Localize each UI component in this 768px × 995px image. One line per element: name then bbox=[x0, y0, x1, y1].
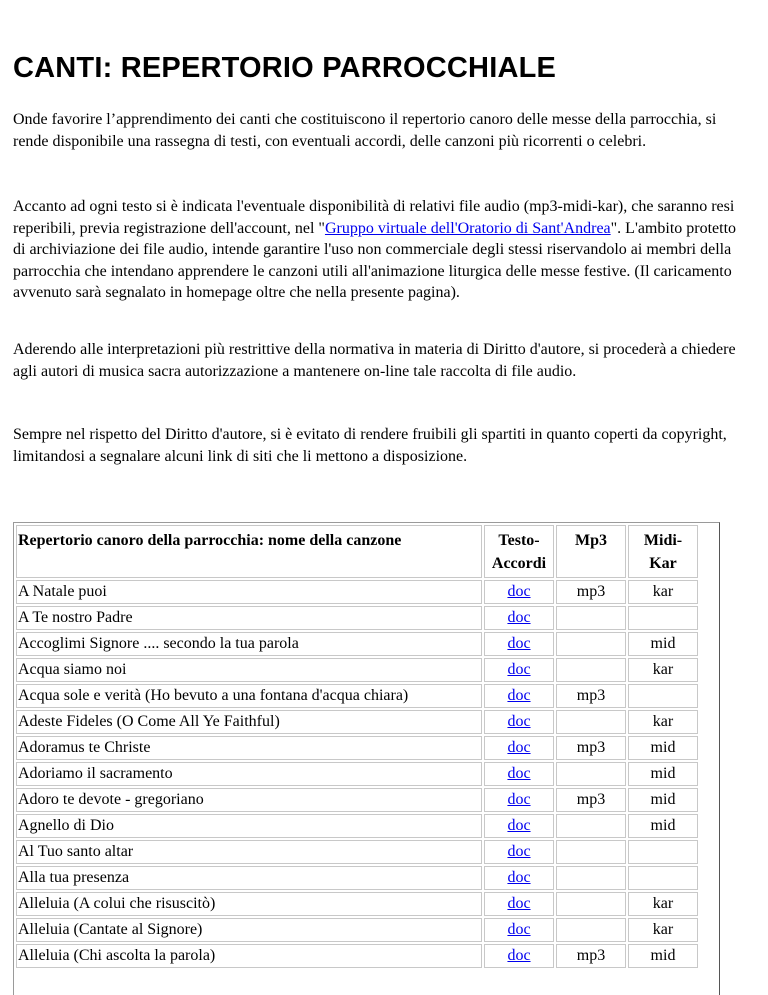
doc-link[interactable]: doc bbox=[507, 609, 531, 626]
doc-cell bbox=[484, 736, 554, 760]
doc-link[interactable]: doc bbox=[507, 869, 531, 886]
table-row bbox=[16, 606, 698, 630]
doc-cell bbox=[484, 762, 554, 786]
table-row bbox=[16, 684, 698, 708]
doc-link[interactable]: doc bbox=[507, 635, 531, 652]
table-row bbox=[16, 632, 698, 656]
doc-link[interactable]: doc bbox=[507, 687, 531, 704]
songs-table-container bbox=[13, 522, 720, 995]
song-name: Alleluia (Cantate al Signore) bbox=[16, 918, 482, 942]
song-name: Alleluia (A colui che risuscitò) bbox=[16, 892, 482, 916]
song-name: A Te nostro Padre bbox=[16, 606, 482, 630]
doc-link[interactable]: doc bbox=[507, 765, 531, 782]
table-header-row bbox=[16, 525, 698, 578]
doc-link[interactable]: doc bbox=[507, 947, 531, 964]
table-row bbox=[16, 866, 698, 890]
song-name: Acqua siamo noi bbox=[16, 658, 482, 682]
doc-link[interactable]: doc bbox=[507, 791, 531, 808]
midi-kar-cell bbox=[628, 866, 698, 890]
intro-paragraph-1: Onde favorire l’apprendimento dei canti che costituiscono il repertorio canoro delle messe della parrocchia, si rende disponibile una rassegna di testi, con eventuali accordi, delle canzoni più ricorrenti o celebri. bbox=[13, 111, 717, 150]
midi-kar-cell: kar bbox=[628, 658, 698, 682]
doc-link[interactable]: doc bbox=[507, 843, 531, 860]
song-name: Adeste Fideles (O Come All Ye Faithful) bbox=[16, 710, 482, 734]
mp3-cell bbox=[556, 632, 626, 656]
doc-cell bbox=[484, 658, 554, 682]
table-row bbox=[16, 762, 698, 786]
doc-link[interactable]: doc bbox=[507, 895, 531, 912]
song-name: Adoro te devote - gregoriano bbox=[16, 788, 482, 812]
mp3-cell bbox=[556, 918, 626, 942]
page-title: CANTI: REPERTORIO PARROCCHIALE bbox=[13, 52, 557, 84]
header-song-name: Repertorio canoro della parrocchia: nome della canzone bbox=[16, 525, 482, 578]
mp3-cell bbox=[556, 658, 626, 682]
midi-kar-cell: kar bbox=[628, 710, 698, 734]
table-row bbox=[16, 788, 698, 812]
midi-kar-cell: mid bbox=[628, 632, 698, 656]
song-name: Al Tuo santo altar bbox=[16, 840, 482, 864]
header-mp3: Mp3 bbox=[556, 525, 626, 578]
doc-link[interactable]: doc bbox=[507, 583, 531, 600]
header-lyrics-chords: Testo- Accordi bbox=[484, 525, 554, 578]
intro-paragraph-2-text-before: Accanto ad ogni testo si è indicata l'eventuale disponibilità di relativi file audio (mp3-midi-kar), che saranno resi reperibili, previa registrazione dell'account, nel " bbox=[13, 198, 735, 237]
midi-kar-cell: kar bbox=[628, 918, 698, 942]
mp3-cell: mp3 bbox=[556, 580, 626, 604]
midi-kar-cell: mid bbox=[628, 944, 698, 968]
song-name: Alleluia (Chi ascolta la parola) bbox=[16, 944, 482, 968]
mp3-cell: mp3 bbox=[556, 788, 626, 812]
mp3-cell bbox=[556, 606, 626, 630]
doc-cell bbox=[484, 866, 554, 890]
table-row bbox=[16, 814, 698, 838]
midi-kar-cell: mid bbox=[628, 762, 698, 786]
midi-kar-cell bbox=[628, 840, 698, 864]
intro-paragraph-2 bbox=[13, 196, 748, 304]
song-name: Acqua sole e verità (Ho bevuto a una fontana d'acqua chiara) bbox=[16, 684, 482, 708]
doc-cell bbox=[484, 632, 554, 656]
mp3-cell: mp3 bbox=[556, 736, 626, 760]
song-name: Alla tua presenza bbox=[16, 866, 482, 890]
midi-kar-cell bbox=[628, 684, 698, 708]
doc-cell bbox=[484, 814, 554, 838]
intro-paragraph-2-text-after: ". L'ambito protetto di archiviazione dei file audio, intende garantire l'uso non commerciale degli stessi riservandolo ai membri della parrocchia che intendano apprendere le canzoni utili all'animazione liturgica delle messe festive. (Il caricamento avvenuto sarà segnalato in homepage oltre che nella presente pagina). bbox=[13, 219, 737, 301]
doc-cell bbox=[484, 840, 554, 864]
doc-link[interactable]: doc bbox=[507, 661, 531, 678]
song-name: Agnello di Dio bbox=[16, 814, 482, 838]
doc-cell bbox=[484, 892, 554, 916]
midi-kar-cell: mid bbox=[628, 736, 698, 760]
table-row bbox=[16, 918, 698, 942]
doc-link[interactable]: doc bbox=[507, 739, 531, 756]
midi-kar-cell: kar bbox=[628, 580, 698, 604]
doc-cell bbox=[484, 944, 554, 968]
songs-table-body bbox=[16, 580, 698, 968]
doc-link[interactable]: doc bbox=[507, 713, 531, 730]
intro-paragraph-3: Aderendo alle interpretazioni più restrittive della normativa in materia di Diritto d'autore, si procederà a chiedere agli autori di musica sacra autorizzazione a mantenere on-line tale raccolta di file audio. bbox=[13, 341, 736, 380]
doc-cell bbox=[484, 606, 554, 630]
table-row bbox=[16, 710, 698, 734]
intro-paragraph-4: Sempre nel rispetto del Diritto d'autore, si è evitato di rendere fruibili gli spartiti in quanto coperti da copyright, limitandosi a segnalare alcuni link di siti che li mettono a disposizione. bbox=[13, 426, 727, 465]
midi-kar-cell: mid bbox=[628, 788, 698, 812]
mp3-cell bbox=[556, 866, 626, 890]
mp3-cell bbox=[556, 840, 626, 864]
doc-cell bbox=[484, 684, 554, 708]
table-row bbox=[16, 892, 698, 916]
song-name: Adoramus te Christe bbox=[16, 736, 482, 760]
mp3-cell: mp3 bbox=[556, 944, 626, 968]
midi-kar-cell: mid bbox=[628, 814, 698, 838]
mp3-cell: mp3 bbox=[556, 684, 626, 708]
doc-cell bbox=[484, 710, 554, 734]
table-row bbox=[16, 736, 698, 760]
doc-link[interactable]: doc bbox=[507, 817, 531, 834]
doc-cell bbox=[484, 580, 554, 604]
midi-kar-cell bbox=[628, 606, 698, 630]
songs-table bbox=[14, 523, 700, 970]
song-name: A Natale puoi bbox=[16, 580, 482, 604]
song-name: Adoriamo il sacramento bbox=[16, 762, 482, 786]
song-name: Accoglimi Signore .... secondo la tua parola bbox=[16, 632, 482, 656]
virtual-group-link[interactable]: Gruppo virtuale dell'Oratorio di Sant'Andrea bbox=[324, 219, 611, 237]
table-row bbox=[16, 580, 698, 604]
table-row bbox=[16, 658, 698, 682]
table-row bbox=[16, 944, 698, 968]
mp3-cell bbox=[556, 762, 626, 786]
mp3-cell bbox=[556, 710, 626, 734]
mp3-cell bbox=[556, 814, 626, 838]
midi-kar-cell: kar bbox=[628, 892, 698, 916]
header-midi-kar: Midi- Kar bbox=[628, 525, 698, 578]
table-row bbox=[16, 840, 698, 864]
doc-link[interactable]: doc bbox=[507, 921, 531, 938]
mp3-cell bbox=[556, 892, 626, 916]
doc-cell bbox=[484, 918, 554, 942]
doc-cell bbox=[484, 788, 554, 812]
